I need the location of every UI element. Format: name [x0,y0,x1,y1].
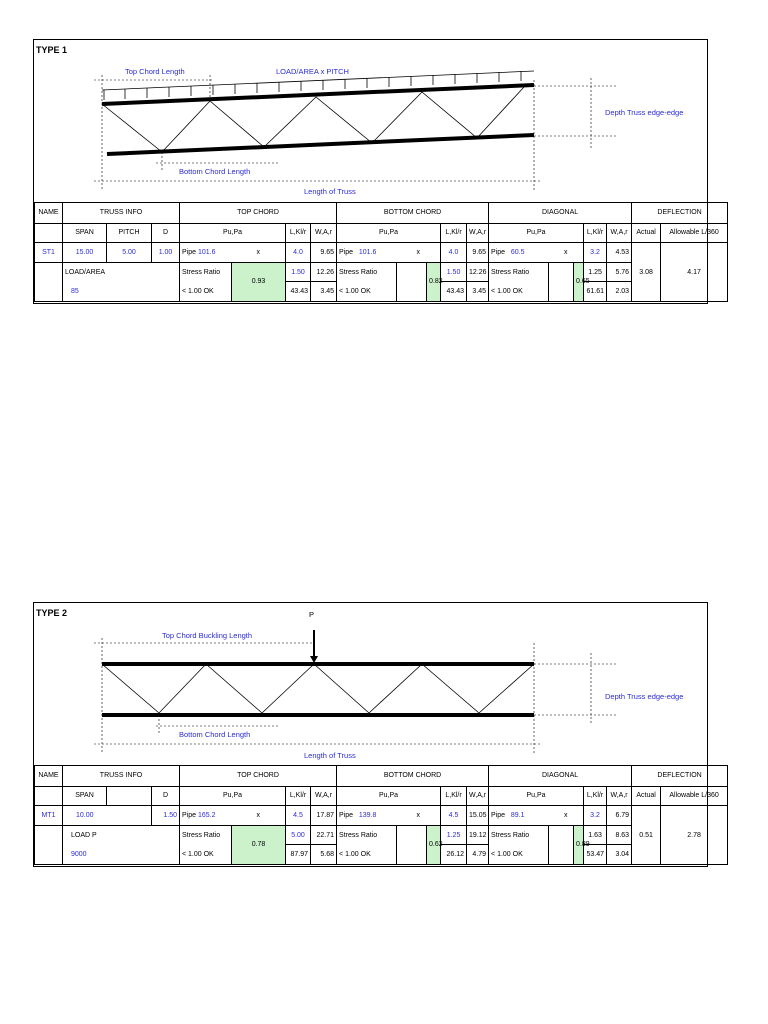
table-cell: 1.25 [441,825,467,845]
table-cell: L,Kl/r [584,223,607,243]
table-cell [337,806,397,826]
table-cell: Stress Ratio [180,262,232,282]
table-cell [661,282,728,302]
load-value: 9000 [63,845,180,865]
table-cell: NAME [35,766,63,787]
p-label: P [309,610,315,619]
table-cell: Pu,Pa [489,223,584,243]
diag-stress-ratio: 0.65 [574,262,584,301]
span-value: 10.00 [63,806,107,826]
table-cell: Actual [632,786,661,806]
deflection-allowable: 2.78 [661,825,728,845]
table-cell: L,Kl/r [286,786,311,806]
d-value: 1.50 [152,806,180,826]
table-cell: BOTTOM CHORD [337,766,489,787]
type1-table [34,202,728,302]
table-cell: x [232,243,286,263]
table-cell: 43.43 [286,282,311,302]
table-cell: 5.76 [607,262,632,282]
top-chord-buckling-label: Top Chord Buckling Length [162,631,253,640]
table-cell [632,282,661,302]
table-cell: Allowable L/360 [661,786,728,806]
table-cell: W,A,r [607,786,632,806]
table-cell: 5.68 [311,845,337,865]
deflection-actual: 3.08 [632,262,661,282]
col-truss-info: TRUSS INFO [63,203,180,224]
length-of-truss-label: Length of Truss [304,751,356,760]
table-cell [549,825,574,845]
pitch-value: 5.00 [107,243,152,263]
table-cell: 4.5 [441,806,467,826]
table-cell: 4.53 [607,243,632,263]
bottom-stress-ratio: 0.62 [427,825,441,864]
table-cell [107,806,152,826]
table-cell: 1.63 [584,825,607,845]
table-cell [489,806,549,826]
table-cell: 3.04 [607,845,632,865]
col-pitch: PITCH [107,223,152,243]
table-cell [397,282,427,302]
table-cell [397,262,427,282]
table-cell: L,Kl/r [286,223,311,243]
bottom-chord-length-label: Bottom Chord Length [179,730,251,739]
table-cell [632,806,661,826]
col-allowable: Allowable L/360 [661,223,728,243]
table-cell: 4.5 [286,806,311,826]
load-label: LOAD P [63,825,180,845]
table-cell [489,243,549,263]
table-cell: 1.25 [584,262,607,282]
table-cell: 17.87 [311,806,337,826]
table-cell: x [232,806,286,826]
table-cell: < 1.00 OK [489,845,549,865]
table-cell [661,243,728,263]
table-cell: 3.2 [584,243,607,263]
table-cell: 22.71 [311,825,337,845]
table-cell: 2.03 [607,282,632,302]
table-cell [632,845,661,865]
table-cell: 26.12 [441,845,467,865]
table-cell: 15.05 [467,806,489,826]
table-cell: < 1.00 OK [180,845,232,865]
table-cell: 87.97 [286,845,311,865]
table-cell: D [152,786,180,806]
table-cell: Pu,Pa [489,786,584,806]
d-value: 1.00 [152,243,180,263]
table-cell: L,Kl/r [584,786,607,806]
length-of-truss-label: Length of Truss [304,187,356,196]
cell-value: Pipe [182,812,197,820]
top-chord-length-label: Top Chord Length [125,67,185,76]
bottom-chord [107,135,534,154]
table-cell [35,262,63,282]
table-cell: 43.43 [441,282,467,302]
table-cell: 12.26 [311,262,337,282]
table-cell: W,A,r [607,223,632,243]
table-cell: 61.61 [584,282,607,302]
table-cell: 1.50 [286,262,311,282]
table-cell: Pu,Pa [180,223,286,243]
table-cell: Pu,Pa [337,786,441,806]
table-cell: 12.26 [467,262,489,282]
cell-value: 60.5 [510,249,525,257]
table-cell: L,Kl/r [441,786,467,806]
diagonals [102,87,524,152]
truss-name: ST1 [35,243,63,263]
table-cell: < 1.00 OK [180,282,232,302]
top-chord [102,85,534,104]
table-cell: x [397,243,441,263]
table-cell: Stress Ratio [337,825,397,845]
top-stress-ratio: 0.93 [232,262,286,301]
table-cell [107,786,152,806]
table-cell [549,282,574,302]
table-cell [549,262,574,282]
cell-value: 101.6 [358,249,377,257]
table-cell: TOP CHORD [180,766,337,787]
table-cell [397,825,427,845]
load-label: LOAD/AREA [63,262,180,282]
type2-title: TYPE 2 [36,608,68,618]
table-cell: 4.79 [467,845,489,865]
deflection-actual: 0.51 [632,825,661,845]
cell-value: 165.2 [197,812,216,820]
table-cell: < 1.00 OK [489,282,549,302]
table-cell [337,243,397,263]
cell-value: 89.1 [510,812,525,820]
table-cell: x [549,806,584,826]
type2-table [34,765,728,865]
table-cell: 8.63 [607,825,632,845]
table-cell: W,A,r [311,786,337,806]
col-name: NAME [35,203,63,224]
table-cell: 9.65 [311,243,337,263]
table-cell: 3.45 [311,282,337,302]
table-cell: Stress Ratio [337,262,397,282]
type2-truss-diagram [34,603,707,765]
table-cell: < 1.00 OK [337,845,397,865]
table-cell: 53.47 [584,845,607,865]
col-deflection: DEFLECTION [632,203,728,224]
diagonals [102,664,534,713]
table-cell: 5.00 [286,825,311,845]
table-cell [35,282,63,302]
deflection-allowable: 4.17 [661,262,728,282]
table-cell: Stress Ratio [489,825,549,845]
table-cell [632,243,661,263]
cell-value: Pipe [491,812,506,820]
table-cell: 4.0 [286,243,311,263]
col-actual: Actual [632,223,661,243]
top-stress-ratio: 0.78 [232,825,286,864]
table-cell: Stress Ratio [489,262,549,282]
col-bottom-chord: BOTTOM CHORD [337,203,489,224]
table-cell: 3.2 [584,806,607,826]
cell-value: 101.6 [197,249,216,257]
table-cell: < 1.00 OK [337,282,397,302]
table-cell: W,A,r [467,786,489,806]
depth-label: Depth Truss edge-edge [605,108,684,117]
table-cell: DEFLECTION [632,766,728,787]
table-cell [35,786,63,806]
table-cell [549,845,574,865]
table-cell: 9.65 [467,243,489,263]
table-cell [661,845,728,865]
table-cell [35,845,63,865]
bottom-chord-length-label: Bottom Chord Length [179,167,251,176]
table-cell: W,A,r [311,223,337,243]
diag-stress-ratio: 0.89 [574,825,584,864]
table-cell: 3.45 [467,282,489,302]
table-cell: Pu,Pa [337,223,441,243]
table-cell: SPAN [63,786,107,806]
cell-value: Pipe [491,249,506,257]
depth-label: Depth Truss edge-edge [605,692,684,701]
table-cell: TRUSS INFO [63,766,180,787]
cell-value: 139.8 [358,812,377,820]
table-cell: x [549,243,584,263]
cell-value: Pipe [339,249,354,257]
table-cell: x [397,806,441,826]
cell-value: Pipe [339,812,354,820]
type1-truss-diagram [34,40,707,202]
type1-title: TYPE 1 [36,45,68,55]
span-value: 15.00 [63,243,107,263]
table-cell [35,223,63,243]
col-span: SPAN [63,223,107,243]
table-cell: W,A,r [467,223,489,243]
truss-type1-panel [33,39,719,304]
table-cell [661,806,728,826]
table-cell: Pu,Pa [180,786,286,806]
truss-name: MT1 [35,806,63,826]
load-area-pitch-label: LOAD/AREA x PITCH [276,67,349,76]
table-cell: Stress Ratio [180,825,232,845]
truss-type2-panel [33,602,719,867]
table-cell: L,Kl/r [441,223,467,243]
table-cell: 19.12 [467,825,489,845]
table-cell [180,806,232,826]
table-cell [397,845,427,865]
table-cell: 1.50 [441,262,467,282]
cell-value: Pipe [182,249,197,257]
bottom-stress-ratio: 0.82 [427,262,441,301]
table-cell: 4.0 [441,243,467,263]
load-value: 85 [63,282,180,302]
table-cell [35,825,63,845]
col-diagonal: DIAGONAL [489,203,632,224]
table-cell [180,243,232,263]
table-cell: DIAGONAL [489,766,632,787]
col-top-chord: TOP CHORD [180,203,337,224]
dimension-lines [94,638,616,753]
table-cell: 6.79 [607,806,632,826]
col-d: D [152,223,180,243]
